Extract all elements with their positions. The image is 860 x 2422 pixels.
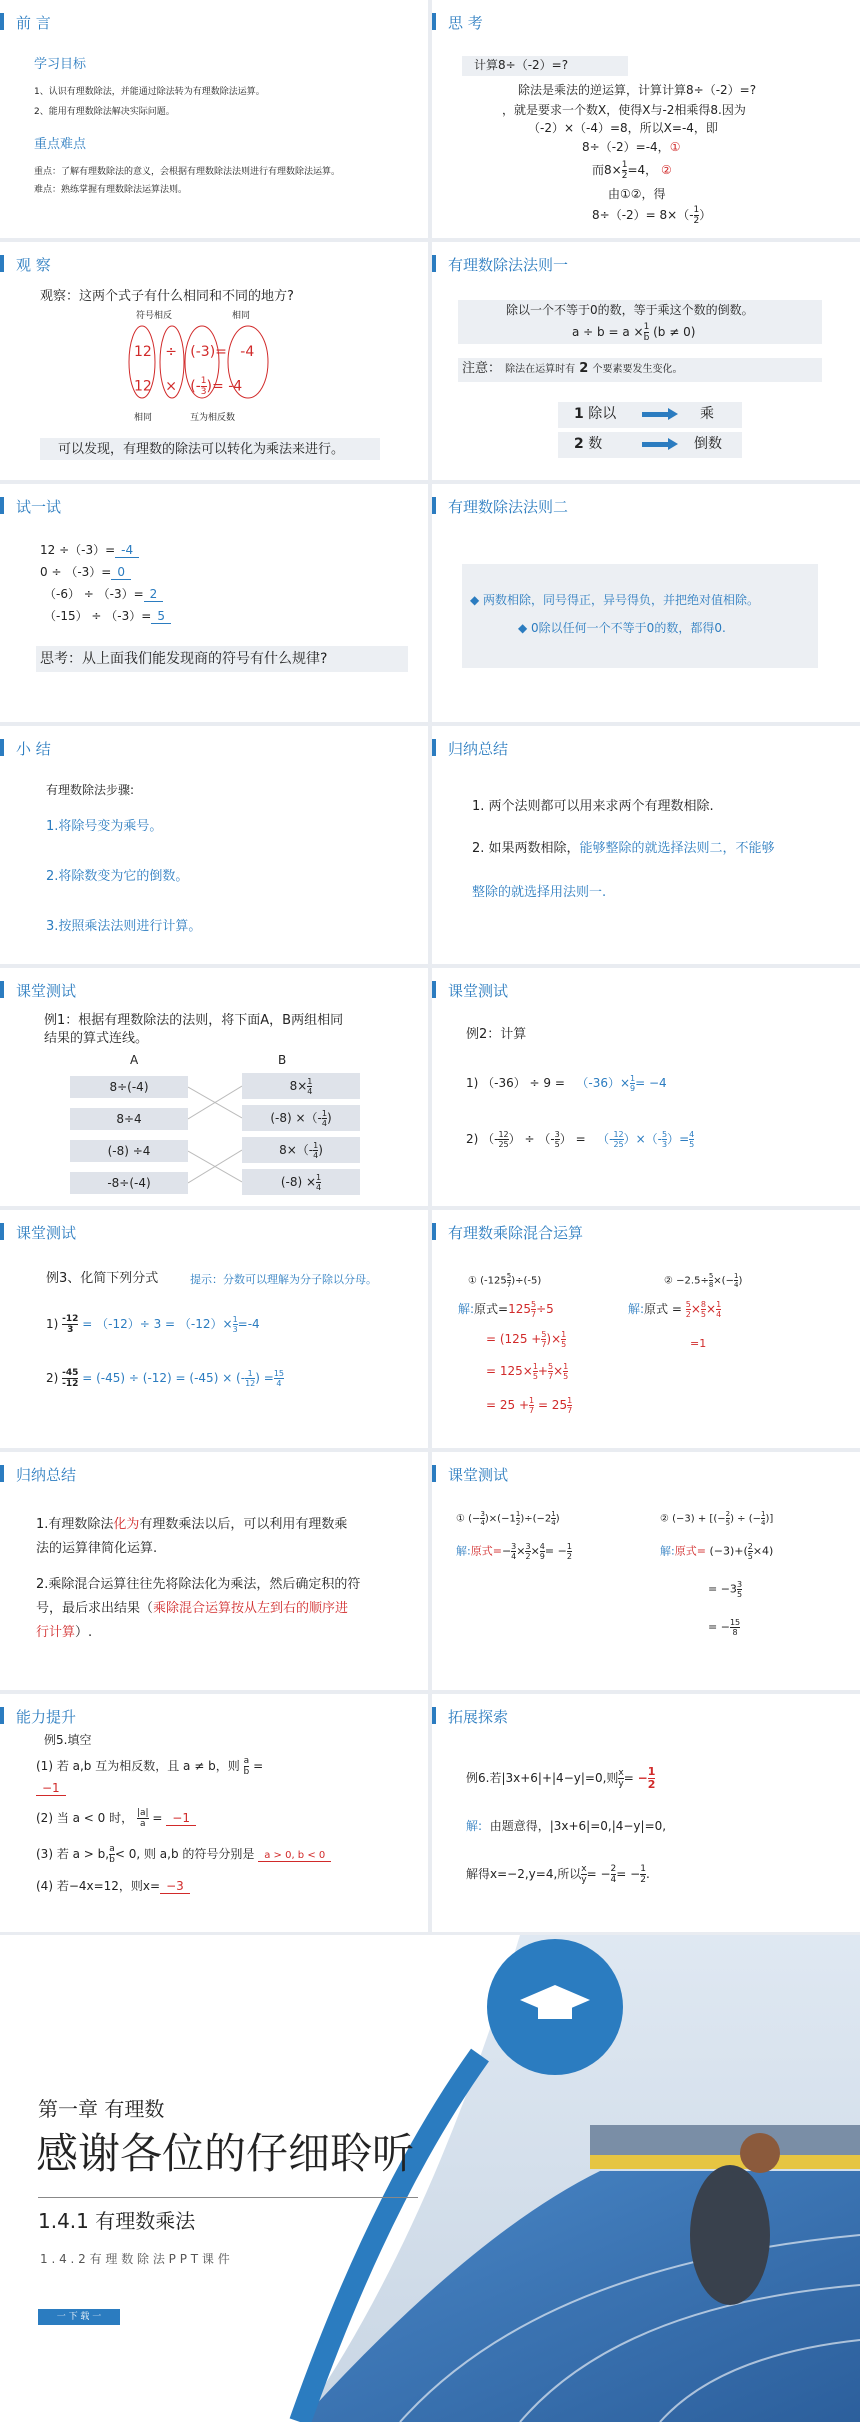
change-1-left: 1 除以 — [574, 406, 617, 422]
exercise-2: 0 ÷ （-3）= 0 — [40, 564, 131, 581]
slide-thanks — [0, 1935, 860, 2422]
slide-title: 试一试 — [16, 498, 62, 516]
a-item-2[interactable]: 8÷4 — [70, 1108, 188, 1130]
problem-1: 1) （-36） ÷ 9 = （-36）× $\frac{1}{9}$ = −4 — [466, 1074, 667, 1093]
column-b-label: B — [278, 1053, 287, 1067]
difficulty: 难点：熟练掌握有理数除法运算法则。 — [34, 185, 188, 195]
example-1-cont: 结果的算式连线。 — [44, 1031, 149, 1046]
row-multiply: 12 × (- $\frac{1}{3}$ )= -4 — [134, 376, 243, 397]
observe-question: 观察：这两个式子有什么相同和不同的地方? — [40, 289, 294, 304]
example-6: 例6.若|3x+6|+|4−y|=0,则 $\frac{x}{y}$ = − $\frac{1}{2}$ — [466, 1765, 656, 1791]
solution-6: 解: 由题意得，|3x+6|=0,|4−y|=0, — [466, 1819, 667, 1833]
a-item-3[interactable]: (-8) ÷4 — [70, 1140, 188, 1162]
slide-conclusion — [432, 726, 860, 964]
line-1: 除法是乘法的逆运算，计算计算8÷（-2）=? — [518, 83, 757, 97]
fill-4: (4) 若−4x=12，则x= −3 — [36, 1878, 190, 1895]
test4-step-3: = − $\frac{15}{8}$ — [708, 1618, 741, 1637]
line-6: 由①②，得 — [608, 187, 666, 201]
chapter-title: 第一章 有理数 — [38, 2097, 165, 2121]
slide-conclusion-2 — [0, 1452, 428, 1690]
line-5: 而8× $\frac{1}{2}$ =4， ② — [592, 160, 672, 181]
line-4: 8÷（-2）=-4，① — [582, 140, 681, 154]
test4-solution-2: 解:原式= (−3)+( $\frac{2}{5}$ ×4) — [660, 1542, 774, 1561]
subtitle: 1 . 4 . 2 有 理 数 除 法 P P T 课 件 — [40, 2252, 230, 2266]
fill-1-answer: −1 — [36, 1780, 66, 1797]
mixed-result-2: =1 — [690, 1337, 707, 1350]
rule-two-box — [462, 564, 818, 668]
example-5: 例5.填空 — [44, 1733, 92, 1747]
slide-title: 观 察 — [16, 256, 51, 274]
simplify-2: 2) $\frac{-45}{-12}$ = (-45) ÷ (-12) = (-45) × (- $\frac{1}{12}$ ) = $\frac{15}{4}$ — [46, 1368, 285, 1389]
arrow-head-icon — [668, 438, 678, 450]
note: 注意： 除法在运算时有 2 个要素要发生变化。 — [462, 361, 683, 376]
label-same: 相同 — [232, 311, 251, 321]
slide-mixed — [432, 1210, 860, 1448]
slide-test-3 — [0, 1210, 428, 1448]
mixed-step-2: = (125 + $\frac{5}{7}$ )× $\frac{1}{5}$ — [486, 1330, 567, 1349]
slide-test-2 — [432, 968, 860, 1206]
b-item-2[interactable]: (-8) ×（- $\frac{1}{4}$ ) — [242, 1105, 360, 1131]
example-3: 例3、化简下列分式 — [46, 1271, 159, 1286]
a-item-1[interactable]: 8÷(-4) — [70, 1076, 188, 1098]
rule-text: 除以一个不等于0的数，等于乘这个数的倒数。 — [506, 303, 754, 317]
fill-1: (1) 若 a,b 互为相反数，且 a ≠ b，则 $\frac{a}{b}$ = — [36, 1756, 264, 1777]
b-item-3[interactable]: 8×（- $\frac{1}{4}$ ) — [242, 1137, 360, 1163]
arrow-head-icon — [668, 408, 678, 420]
test4-problem-2: ② (−3) + [(− $\frac{2}{5}$ ) ÷ (− $\frac{1}{4}$ )] — [660, 1510, 774, 1527]
key-point: 重点：了解有理数除法的意义，会根据有理数除法法则进行有理数除法运算。 — [34, 167, 341, 177]
arrow-icon — [642, 412, 670, 417]
label-reciprocal: 互为相反数 — [190, 413, 236, 423]
slide-title: 能力提升 — [16, 1708, 77, 1726]
mixed-problem-2: ② −2.5÷ $\frac{5}{8}$ ×(− $\frac{1}{4}$ ) — [664, 1272, 743, 1289]
slide-title: 归纳总结 — [448, 740, 509, 758]
change-1-right: 乘 — [700, 406, 714, 422]
slide-title: 课堂测试 — [16, 1224, 77, 1242]
question: 计算8÷（-2）=? — [474, 58, 569, 72]
line-2: ，就是要求一个数X，使得X与-2相乘得8.因为 — [502, 103, 746, 117]
conclusion-2: 2. 如果两数相除，能够整除的就选择法则二，不能够 — [472, 841, 775, 856]
slide-test-4 — [432, 1452, 860, 1690]
slide-preface — [0, 0, 428, 238]
slide-rule-two — [432, 484, 860, 722]
slide-title: 归纳总结 — [16, 1466, 77, 1484]
b-item-4[interactable]: (-8) × $\frac{1}{4}$ — [242, 1169, 360, 1195]
track-background — [0, 1935, 860, 2422]
tip: 提示：分数可以理解为分子除以分母。 — [190, 1273, 377, 1286]
column-a-label: A — [130, 1053, 139, 1067]
slide-title: 课堂测试 — [16, 982, 77, 1000]
rule-two-line-1: ◆ 两数相除，同号得正，异号得负，并把绝对值相除。 — [470, 593, 760, 607]
mixed-solution-1: 解:原式=125 $\frac{5}{7}$ ÷5 — [458, 1300, 554, 1319]
key-heading: 重点难点 — [34, 137, 87, 152]
fill-2: (2) 当 a < 0 时， $\frac{|a|}{a}$ = −1 — [36, 1808, 196, 1829]
mixed-step-4: = 25 + $\frac{1}{7}$ = 25 $\frac{1}{7}$ — [486, 1396, 573, 1415]
slide-rule-one — [432, 242, 860, 480]
summary-intro: 有理数除法步骤: — [46, 783, 135, 797]
thanks-title: 感谢各位的仔细聆听 — [36, 2129, 415, 2178]
label-same-2: 相同 — [134, 413, 153, 423]
slide-extend — [432, 1694, 860, 1932]
exercise-4: （-15） ÷ （-3）= 5 — [44, 608, 171, 625]
mixed-problem-1: ① (-125 $\frac{5}{7}$ )÷(-5) — [468, 1272, 542, 1289]
slide-title: 有理数乘除混合运算 — [448, 1224, 584, 1242]
slide-try — [0, 484, 428, 722]
problem-2: 2) （- $\frac{12}{25}$ ） ÷ （- $\frac{3}{5}$ ） = （- $\frac{12}{25}$ ）×（- $\frac{5}{3}$ ）= $\frac{4}{5}$ — [466, 1130, 695, 1149]
test4-problem-1: ① (− $\frac{3}{4}$ )×(−1 $\frac{1}{2}$ )÷(−2 $\frac{1}{4}$ ) — [456, 1510, 560, 1527]
conclusion-2-p2c: 行计算）. — [36, 1625, 93, 1640]
summary-step-2: 2.将除数变为它的倒数。 — [46, 869, 189, 884]
divider — [38, 2197, 418, 2198]
slide-title: 前 言 — [16, 14, 51, 32]
slide-title: 思 考 — [448, 14, 483, 32]
slide-title: 有理数除法法则一 — [448, 256, 569, 274]
conclusion-2-p2: 2.乘除混合运算往往先将除法化为乘法，然后确定积的符 — [36, 1577, 361, 1592]
exercise-3: （-6） ÷ （-3）= 2 — [44, 586, 163, 603]
slide-title: 小 结 — [16, 740, 51, 758]
goal-1: 1、认识有理数除法，并能通过除法转为有理数除法运算。 — [34, 87, 265, 97]
test4-step-2: = −3 $\frac{3}{5}$ — [708, 1580, 743, 1599]
a-item-4[interactable]: -8÷(-4) — [70, 1172, 188, 1194]
conclusion-2-p2b: 号，最后求出结果（乘除混合运算按从左到右的顺序进 — [36, 1601, 349, 1616]
mixed-solution-2: 解:原式 = $\frac{5}{2}$ × $\frac{8}{5}$ × $\frac{1}{4}$ — [628, 1300, 722, 1319]
rule-formula: a ÷ b = a × $\frac{1}{b}$ (b ≠ 0) — [572, 322, 696, 343]
goal-2: 2、能用有理数除法解决实际问题。 — [34, 107, 175, 117]
goals-heading: 学习目标 — [34, 57, 87, 72]
think-question: 思考：从上面我们能发现商的符号有什么规律? — [40, 651, 328, 667]
line-7: 8÷（-2）= 8×（- $\frac{1}{2}$ ） — [592, 205, 712, 226]
test4-solution-1: 解:原式=− $\frac{3}{4}$ × $\frac{3}{2}$ × $\frac{4}{9}$ = − $\frac{1}{2}$ — [456, 1542, 572, 1561]
conclusion-3: 整除的就选择用法则一. — [472, 885, 607, 900]
slide-title: 课堂测试 — [448, 1466, 509, 1484]
matching-lines — [188, 1076, 242, 1196]
line-3: （-2）×（-4）=8，所以X=-4，即 — [528, 121, 718, 135]
row-division: 12 ÷ (-3)= -4 — [134, 344, 255, 360]
conclusion-1: 1. 两个法则都可以用来求两个有理数相除. — [472, 799, 714, 814]
fill-3: (3) 若 a > b, $\frac{a}{b}$ < 0, 则 a,b 的符号分别是 a > 0, b < 0 — [36, 1844, 331, 1865]
slide-title: 有理数除法法则二 — [448, 498, 569, 516]
conclusion: 可以发现，有理数的除法可以转化为乘法来进行。 — [58, 442, 345, 457]
example-2: 例2：计算 — [466, 1027, 527, 1042]
conclusion-2-p1b: 法的运算律简化运算. — [36, 1541, 158, 1556]
rule-two-line-2: ◆ 0除以任何一个不等于0的数，都得0. — [518, 621, 726, 635]
arrow-icon — [642, 442, 670, 447]
summary-step-1: 1.将除号变为乘号。 — [46, 819, 163, 834]
slide-ability — [0, 1694, 428, 1932]
conclusion-2-p1: 1.有理数除法化为有理数乘法以后，可以利用有理数乘 — [36, 1517, 348, 1532]
slide-title: 课堂测试 — [448, 982, 509, 1000]
b-item-1[interactable]: 8× $\frac{1}{4}$ — [242, 1073, 360, 1099]
label-opposite-sign: 符号相反 — [136, 311, 173, 321]
slide-think — [432, 0, 860, 238]
mixed-step-3: = 125× $\frac{1}{5}$ + $\frac{5}{7}$ × $\frac{1}{5}$ — [486, 1362, 569, 1381]
change-2-right: 倒数 — [694, 436, 722, 452]
exercise-1: 12 ÷（-3）= -4 — [40, 542, 139, 559]
summary-step-3: 3.按照乘法法则进行计算。 — [46, 919, 202, 934]
slide-observe — [0, 242, 428, 480]
slide-title: 拓展探索 — [448, 1708, 509, 1726]
download-button[interactable]: 一 下 载 一 — [38, 2309, 120, 2325]
solution-6-step: 解得x=−2,y=4,所以 $\frac{x}{y}$ = − $\frac{2}{4}$ = − $\frac{1}{2}$ . — [466, 1864, 650, 1885]
change-2-left: 2 数 — [574, 436, 603, 452]
example-1: 例1：根据有理数除法的法则，将下面A，B两组相同 — [44, 1013, 344, 1028]
simplify-1: 1) $\frac{-12}{3}$ = （-12）÷ 3 = （-12）× $\frac{1}{3}$ =-4 — [46, 1314, 260, 1335]
lesson-title: 1.4.1 有理数乘法 — [38, 2209, 196, 2233]
slide-test-1 — [0, 968, 428, 1206]
slide-summary — [0, 726, 428, 964]
